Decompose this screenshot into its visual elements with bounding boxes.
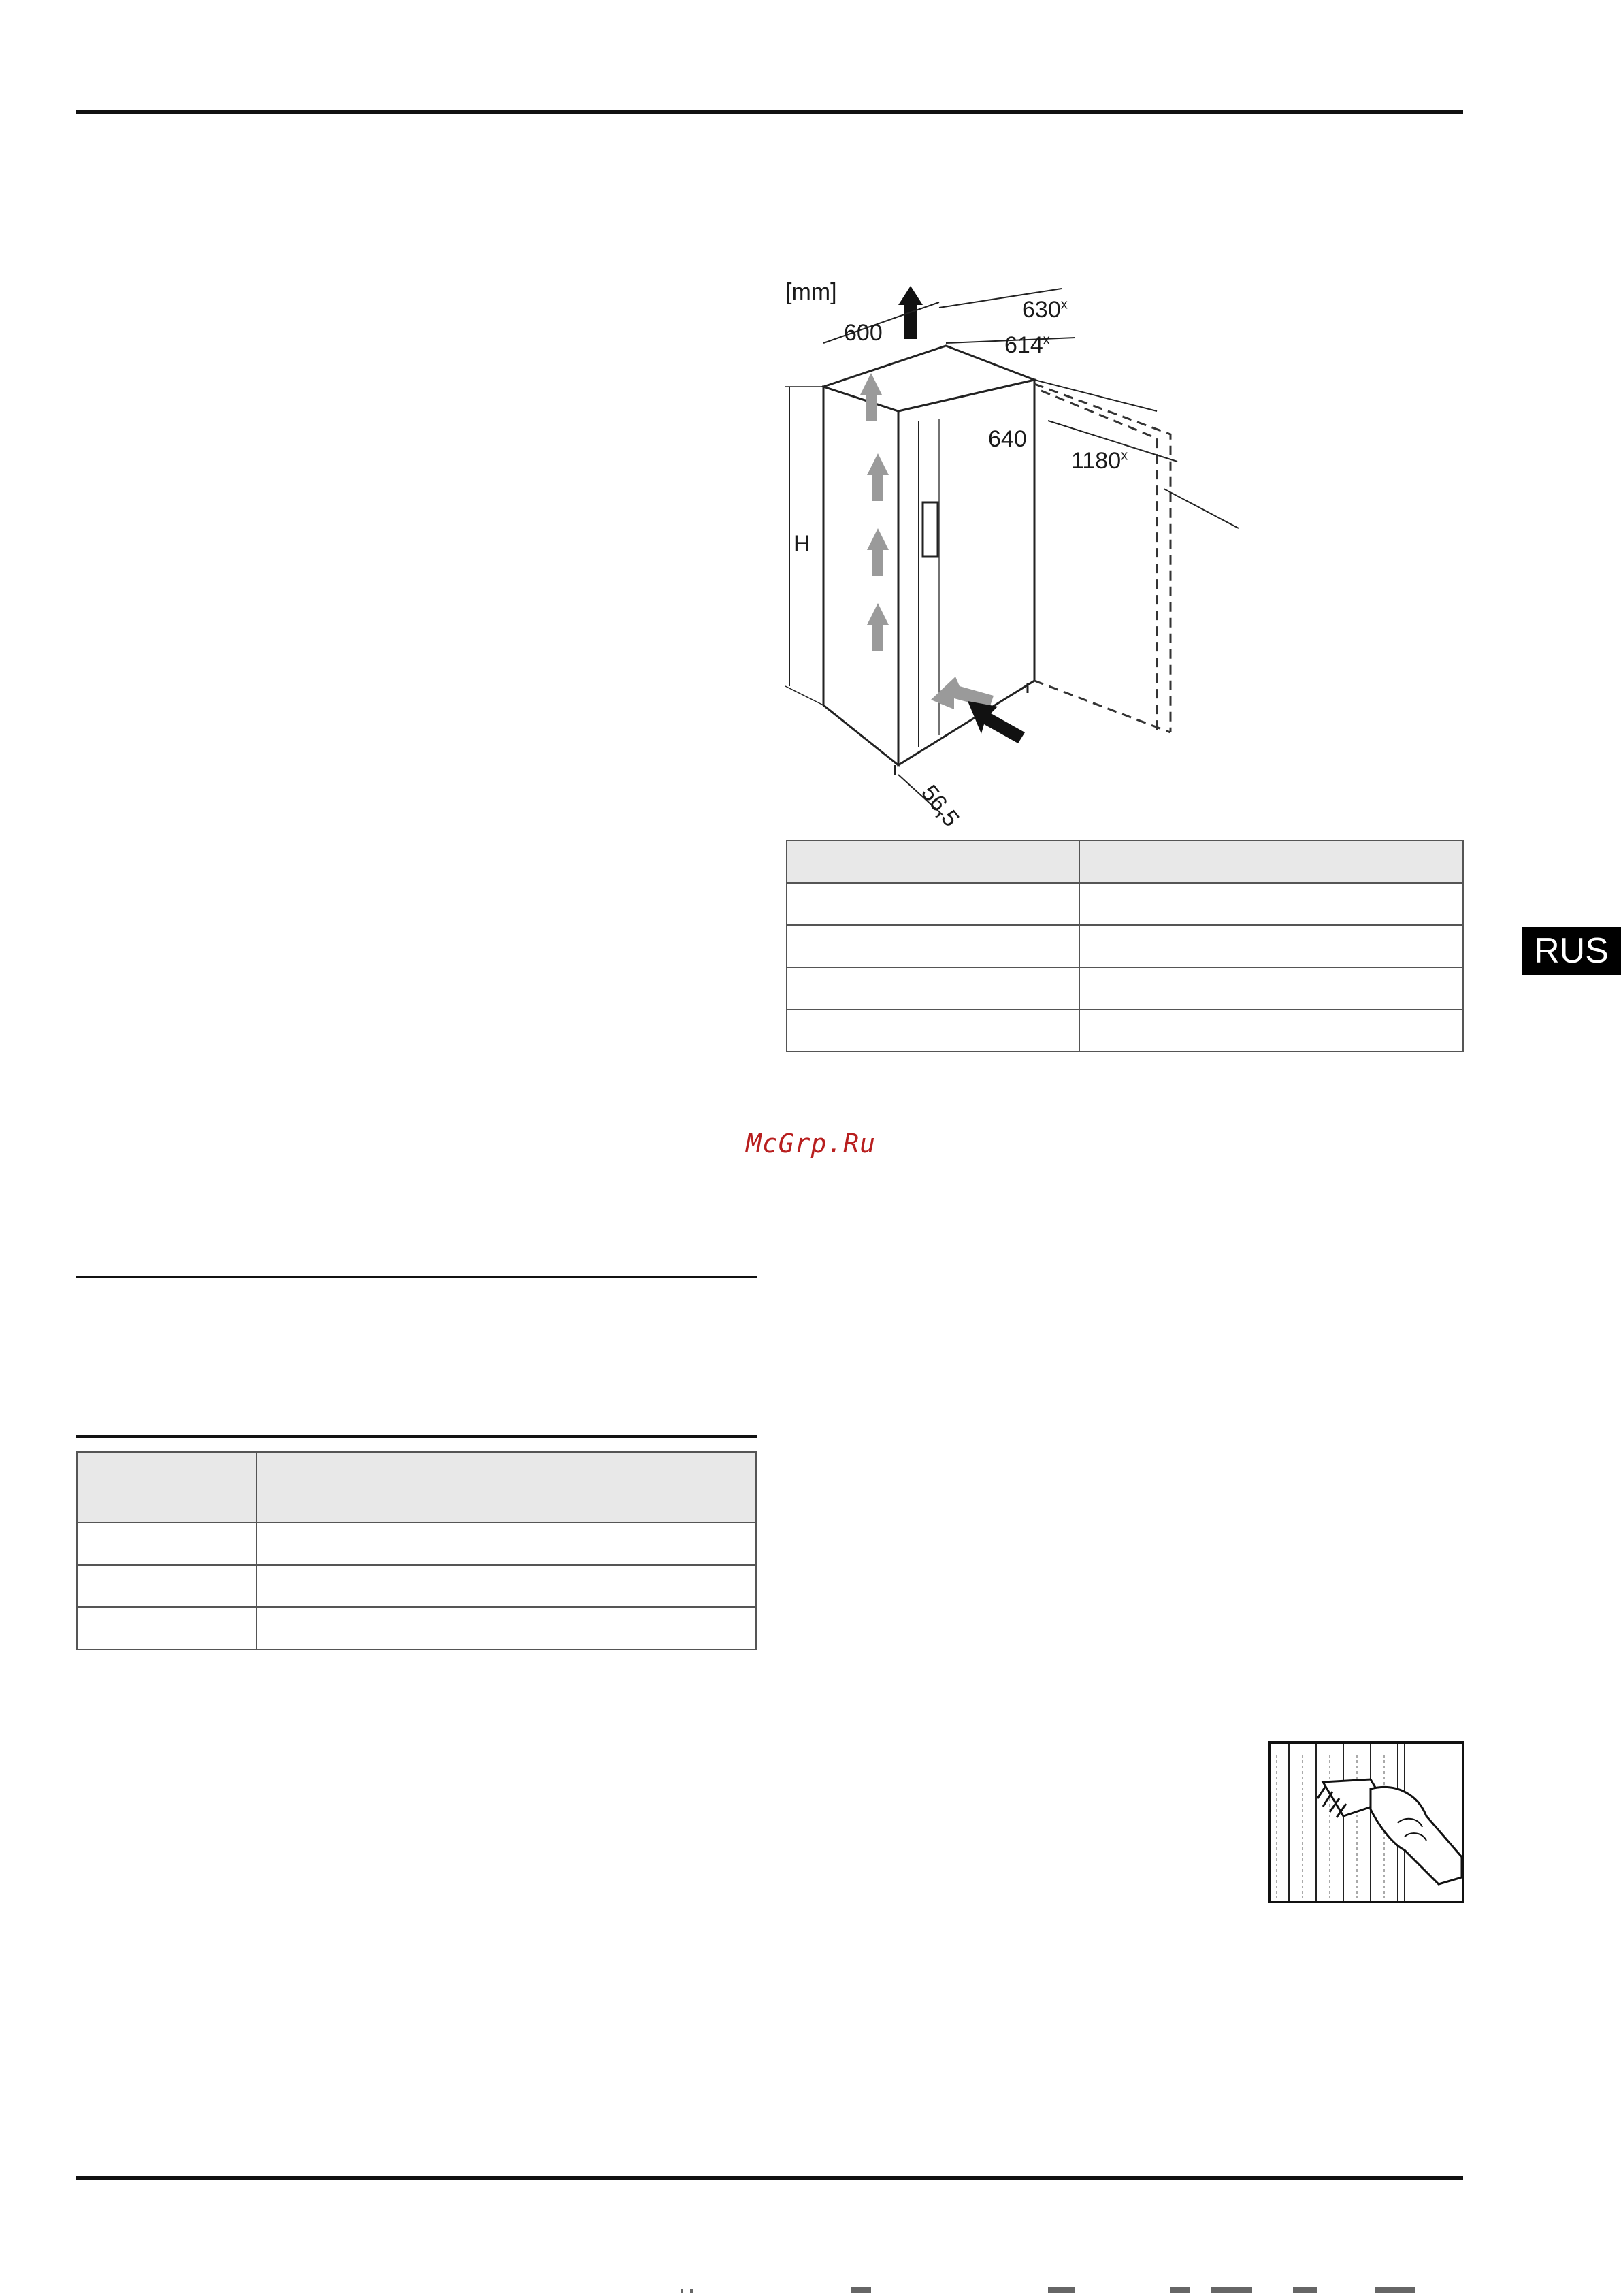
table-row	[787, 883, 1463, 925]
footer-scan-marks	[681, 2282, 1531, 2293]
dim-door-open: 1180$^x$	[1071, 448, 1128, 474]
table-cell	[787, 925, 1079, 967]
table-cell	[1079, 967, 1463, 1009]
section-rule	[76, 1276, 757, 1278]
section-rule	[76, 1435, 757, 1438]
table-cell	[77, 1565, 257, 1607]
table-cell	[77, 1523, 257, 1565]
table-cell	[1079, 883, 1463, 925]
condenser-cleaning-illustration	[1268, 1741, 1464, 1903]
table-cell	[257, 1565, 756, 1607]
bottom-rule	[76, 2176, 1463, 2180]
table-row	[77, 1565, 756, 1607]
dimension-table	[786, 840, 1464, 1052]
watermark-text: McGrp.Ru	[746, 1129, 877, 1159]
table-header-row	[787, 841, 1463, 883]
language-badge: RUS	[1522, 927, 1621, 975]
installation-dimension-diagram	[776, 278, 1252, 832]
table-cell	[1079, 1009, 1463, 1052]
dim-height: H	[793, 531, 810, 557]
table-header-cell	[787, 841, 1079, 883]
dim-door-width: 640	[988, 426, 1027, 452]
dim-depth-no-handle: 614$^x$	[1004, 332, 1050, 358]
table-cell	[77, 1607, 257, 1649]
dim-unit-label: [mm]	[785, 279, 837, 305]
table-row	[787, 925, 1463, 967]
table-header-cell	[1079, 841, 1463, 883]
table-row	[77, 1523, 756, 1565]
table-header-cell	[77, 1452, 257, 1523]
table-cell	[787, 1009, 1079, 1052]
table-cell	[257, 1523, 756, 1565]
table-row	[787, 1009, 1463, 1052]
top-rule	[76, 110, 1463, 114]
table-cell	[257, 1607, 756, 1649]
dim-top-depth: 600	[844, 320, 883, 346]
climate-class-table	[76, 1451, 757, 1650]
table-row	[787, 967, 1463, 1009]
table-cell	[1079, 925, 1463, 967]
table-row	[77, 1607, 756, 1649]
table-cell	[787, 883, 1079, 925]
table-header-cell	[257, 1452, 756, 1523]
table-cell	[787, 967, 1079, 1009]
dim-overall-depth: 630$^x$	[1022, 297, 1068, 323]
dim-foot-spacing: 56,5	[916, 780, 964, 832]
table-header-row	[77, 1452, 756, 1523]
